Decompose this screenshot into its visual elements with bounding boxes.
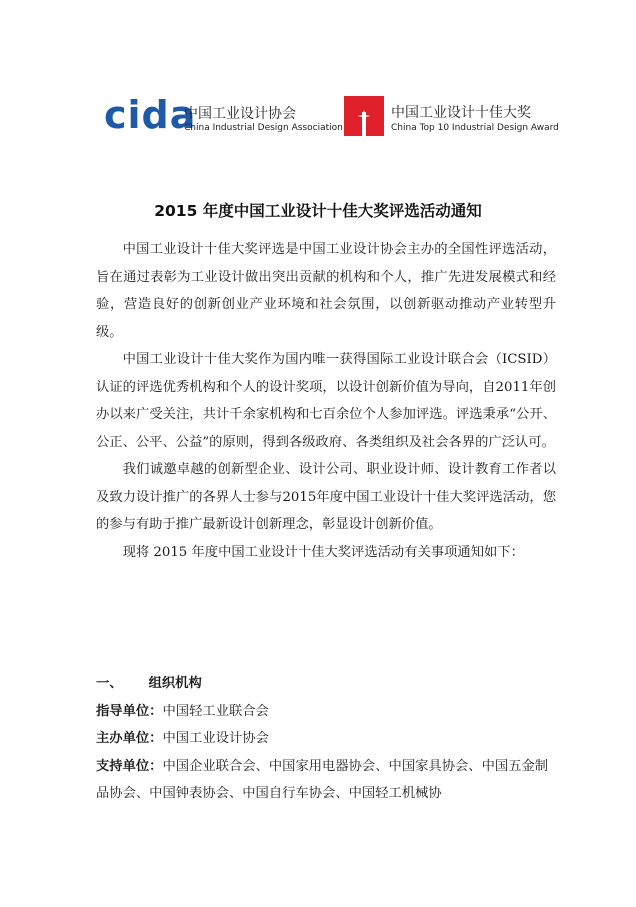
cida-wordmark: cida bbox=[104, 93, 197, 137]
paragraph: 中国工业设计十佳大奖评选是中国工业设计协会主办的全国性评选活动，旨在通过表彰为工业设计做出突出贡献的机构和个人，推广先进发展模式和经验，营造良好的创新创业产业环境和社会氛围，以创新驱动推动产业转型升级。 bbox=[96, 242, 556, 340]
award-name-en: China Top 10 Industrial Design Award bbox=[391, 123, 559, 133]
host-unit-line bbox=[96, 725, 556, 753]
cida-name-en: China Industrial Design Association bbox=[184, 123, 343, 133]
paragraph: 现将 2015 年度中国工业设计十佳大奖评选活动有关事项通知如下： bbox=[122, 544, 524, 560]
notice-body bbox=[96, 236, 556, 566]
support-unit-label: 支持单位： bbox=[96, 758, 163, 774]
page-title: 2015 年度中国工业设计十佳大奖评选活动通知 bbox=[154, 202, 482, 220]
section-heading-text: 组织机构 bbox=[148, 676, 202, 691]
guide-unit-line bbox=[96, 698, 556, 726]
paragraph: 我们诚邀卓越的创新型企业、设计公司、职业设计师、设计教育工作者以及致力设计推广的各界人士参与2015年度中国工业设计十佳大奖评选活动，您的参与有助于推广最新设计创新理念，彰显设计创新价值。 bbox=[96, 462, 556, 532]
award-mark-icon bbox=[344, 96, 384, 136]
section-number: 一、 bbox=[96, 676, 123, 691]
section-organization bbox=[96, 670, 556, 808]
cida-name-cn: 中国工业设计协会 bbox=[184, 106, 296, 122]
guide-unit-label: 指导单位： bbox=[96, 703, 163, 719]
award-logo bbox=[344, 96, 564, 140]
guide-unit-value: 中国轻工业联合会 bbox=[162, 703, 269, 719]
award-name-cn: 中国工业设计十佳大奖 bbox=[391, 105, 531, 121]
paragraph: 中国工业设计十佳大奖作为国内唯一获得国际工业设计联合会（ICSID）认证的评选优秀机构和个人的设计奖项，以设计创新价值为导向，自2011年创办以来广受关注，共计千余家机构和七百余位个人参加评选。评选秉承“公开、公正、公平、公益”的原则，得到各级政府、各类组织及社会各界的广泛认可。 bbox=[96, 352, 556, 450]
host-unit-value: 中国工业设计协会 bbox=[162, 731, 269, 746]
support-unit-line bbox=[96, 753, 556, 808]
support-unit-value: 中国企业联合会、中国家用电器协会、中国家具协会、中国五金制品协会、中国钟表协会、中国自行车协会、中国轻工机械协 bbox=[96, 758, 549, 801]
cida-logo bbox=[104, 93, 343, 140]
section-heading bbox=[96, 670, 556, 698]
host-unit-label: 主办单位： bbox=[96, 731, 163, 746]
